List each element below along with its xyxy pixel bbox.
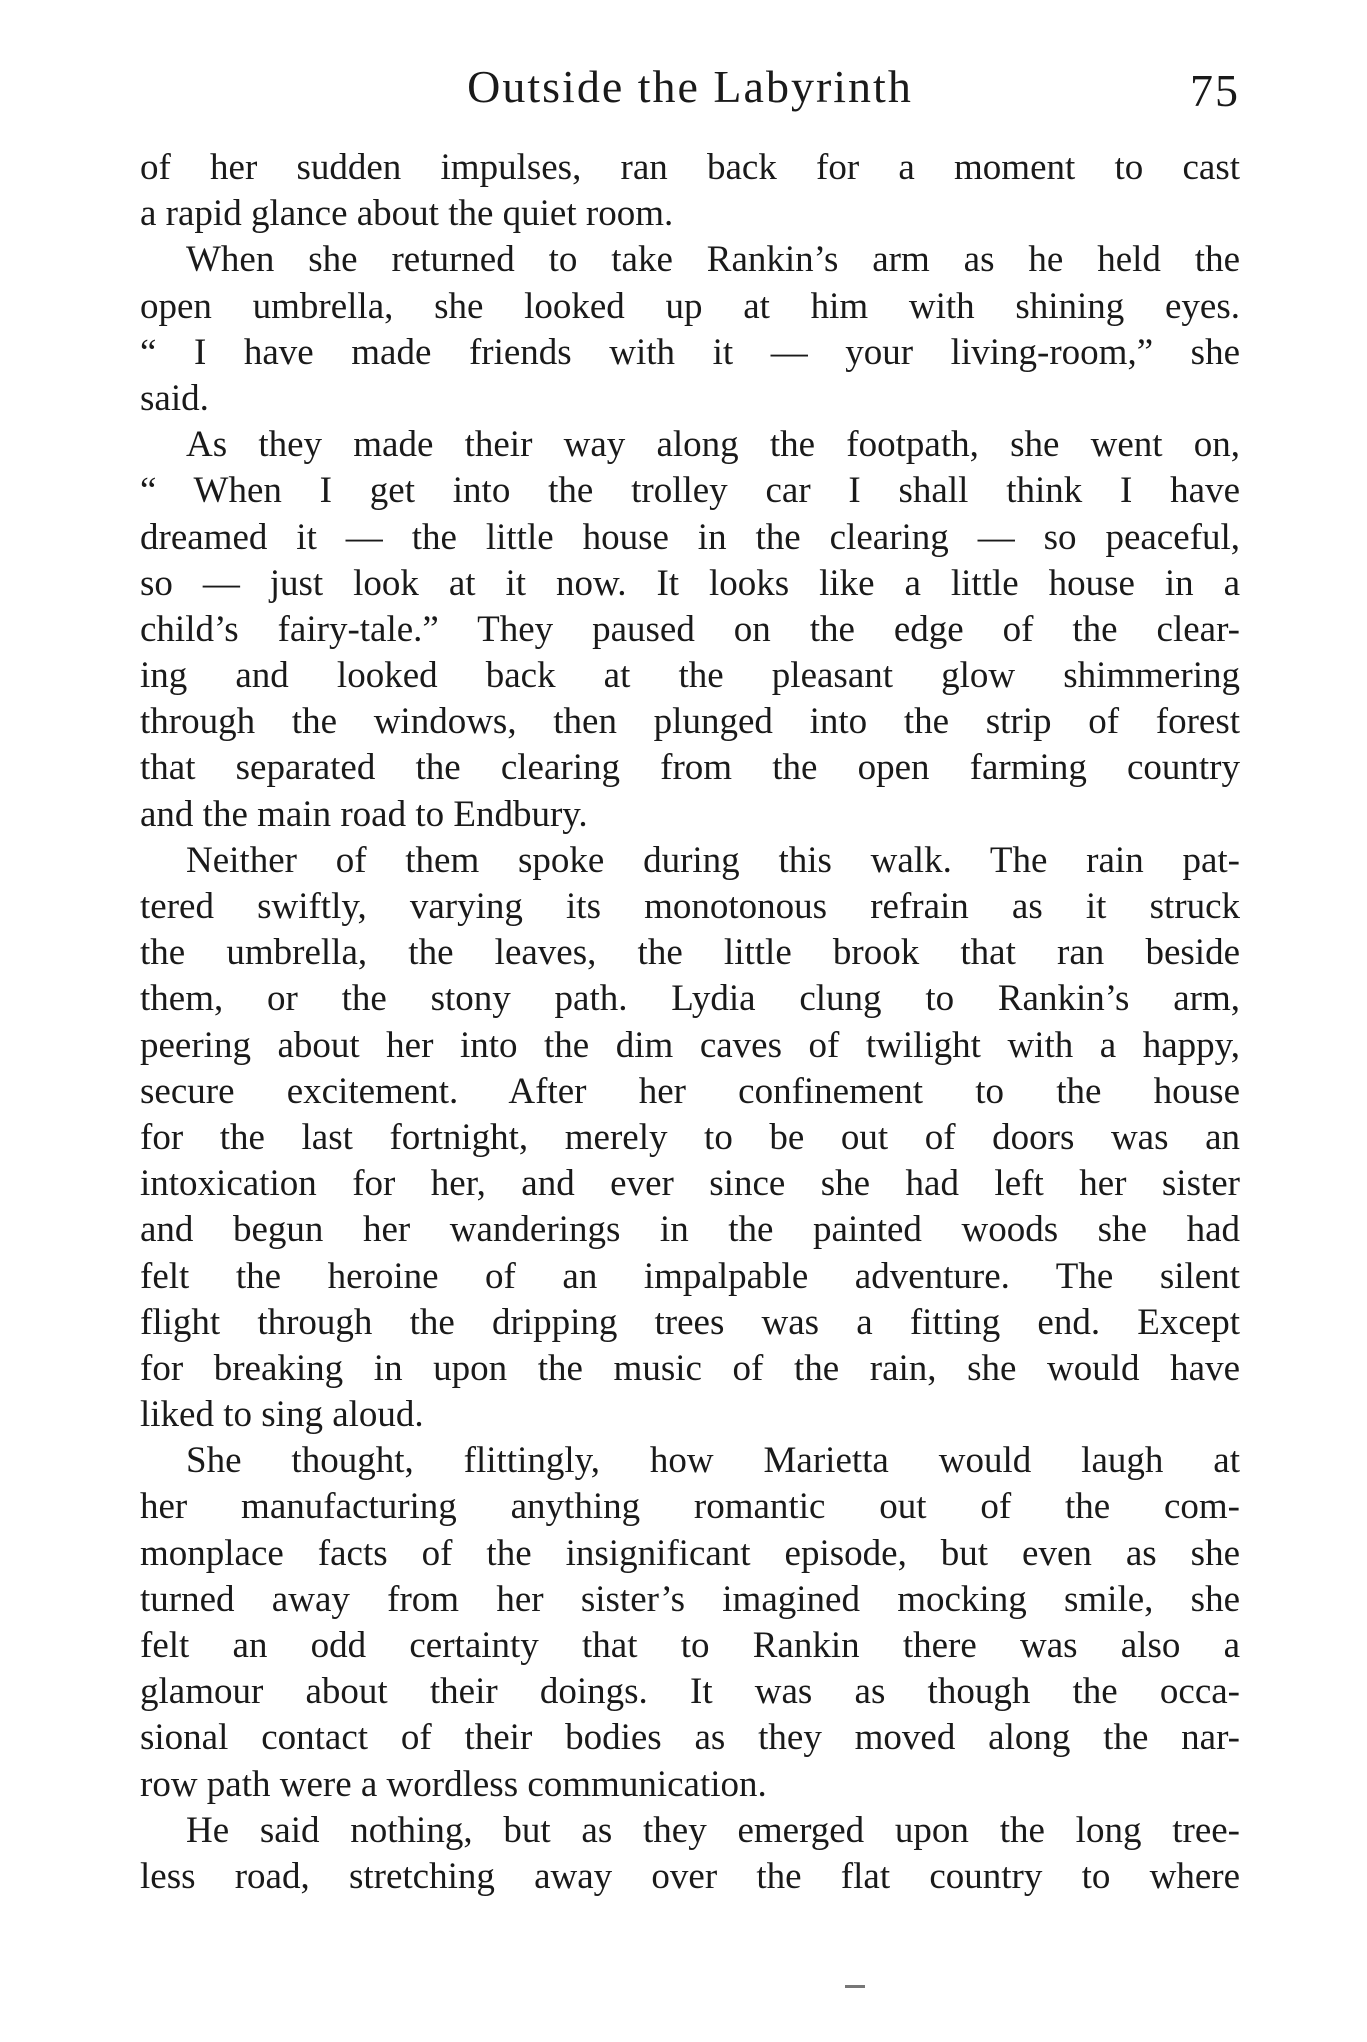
text-line: her manufacturing anything romantic out of the com- (140, 1486, 1240, 1528)
text-line: so — just look at it now. It looks like a little house in a (140, 562, 1240, 604)
text-line: less road, stretching away over the flat country to where (140, 1855, 1240, 1897)
body-text (140, 145, 1240, 1900)
text-line: He said nothing, but as they emerged upon the long tree- (186, 1809, 1240, 1851)
text-line: a rapid glance about the quiet room. (140, 193, 674, 235)
text-line: row path were a wordless communication. (140, 1763, 767, 1805)
text-line: said. (140, 377, 209, 419)
text-line: child’s fairy-tale.” They paused on the edge of the clear- (140, 608, 1240, 650)
text-line: open umbrella, she looked up at him with shining eyes. (140, 285, 1240, 327)
text-line: the umbrella, the leaves, the little brook that ran beside (140, 932, 1240, 974)
text-line: secure excitement. After her confinement to the house (140, 1070, 1240, 1112)
text-line: and begun her wanderings in the painted woods she had (140, 1209, 1240, 1251)
page-number: 75 (1190, 65, 1240, 116)
text-line: Neither of them spoke during this walk. The rain pat- (186, 839, 1240, 881)
text-line: turned away from her sister’s imagined mocking smile, she (140, 1578, 1240, 1620)
text-line: “ I have made friends with it — your living-room,” she (140, 331, 1240, 373)
text-line: dreamed it — the little house in the clearing — so peaceful, (140, 516, 1240, 558)
text-line: for breaking in upon the music of the rain, she would have (140, 1347, 1240, 1389)
running-head (140, 52, 1240, 122)
text-line: When she returned to take Rankin’s arm as he held the (186, 239, 1240, 281)
text-line: felt the heroine of an impalpable adventure. The silent (140, 1255, 1240, 1297)
text-line: “ When I get into the trolley car I shall think I have (140, 470, 1240, 512)
text-line: peering about her into the dim caves of twilight with a happy, (140, 1024, 1240, 1066)
text-line: liked to sing aloud. (140, 1394, 424, 1436)
text-line: of her sudden impulses, ran back for a moment to cast (140, 147, 1240, 188)
text-line: for the last fortnight, merely to be out of doors was an (140, 1116, 1240, 1158)
text-line: that separated the clearing from the open farming country (140, 747, 1240, 789)
text-line: intoxication for her, and ever since she had left her sister (140, 1163, 1240, 1205)
text-line: She thought, flittingly, how Marietta would laugh at (186, 1440, 1240, 1482)
text-line: felt an odd certainty that to Rankin there was also a (140, 1625, 1240, 1666)
text-line: them, or the stony path. Lydia clung to Rankin’s arm, (140, 978, 1240, 1020)
text-line: through the windows, then plunged into the strip of forest (140, 701, 1240, 743)
footer-dash-mark (845, 1985, 865, 1988)
text-line: glamour about their doings. It was as though the occa- (140, 1671, 1240, 1713)
text-line: sional contact of their bodies as they moved along the nar- (140, 1717, 1240, 1759)
text-line: tered swiftly, varying its monotonous refrain as it struck (140, 886, 1240, 927)
text-line: and the main road to Endbury. (140, 793, 588, 835)
text-line: monplace facts of the insignificant episode, but even as she (140, 1532, 1240, 1574)
text-line: flight through the dripping trees was a fitting end. Except (140, 1301, 1240, 1343)
running-title: Outside the Labyrinth (467, 61, 913, 112)
text-line: ing and looked back at the pleasant glow shimmering (140, 655, 1240, 697)
text-line: As they made their way along the footpath, she went on, (186, 424, 1240, 466)
